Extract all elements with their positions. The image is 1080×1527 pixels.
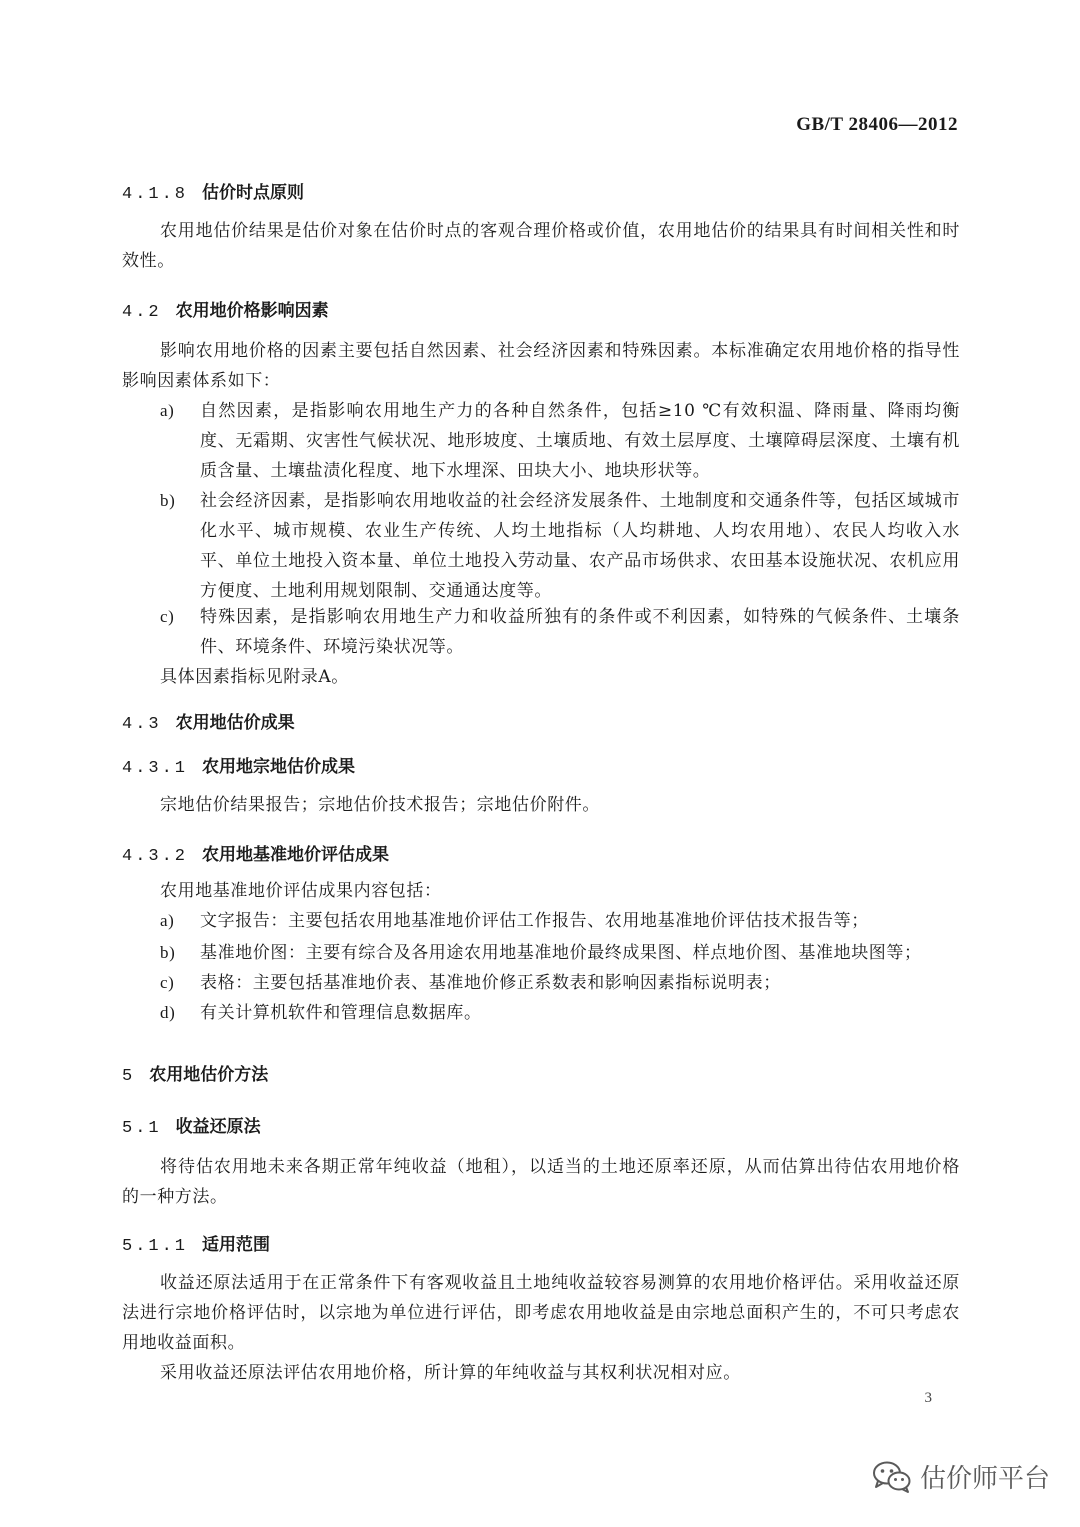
section-number: 4.2 — [122, 303, 162, 322]
section-heading-5-1 — [122, 1112, 261, 1138]
paragraph: 农用地估价结果是估价对象在估价时点的客观合理价格或价值，农用地估价的结果具有时间相关性和时效性。 — [122, 221, 960, 271]
section-title: 收益还原法 — [175, 1117, 261, 1137]
section-number: 4.3 — [122, 715, 162, 734]
section-title: 农用地宗地估价成果 — [202, 757, 356, 777]
paragraph: 采用收益还原法评估农用地价格，所计算的年纯收益与其权利状况相对应。 — [160, 1363, 741, 1383]
list-marker: c) — [160, 973, 175, 992]
list-text: 有关计算机软件和管理信息数据库。 — [200, 1003, 482, 1023]
section-title: 适用范围 — [202, 1235, 271, 1255]
list-item — [160, 602, 960, 662]
list-item — [160, 486, 960, 606]
section-title: 农用地估价成果 — [175, 713, 295, 733]
list-text: 表格：主要包括基准地价表、基准地价修正系数表和影响因素指标说明表； — [200, 973, 781, 993]
section-heading-4-2 — [122, 296, 329, 322]
section-heading-4-3 — [122, 708, 295, 734]
section-number: 5.1 — [122, 1119, 162, 1138]
watermark-text: 估价师平台 — [919, 1464, 1050, 1494]
section-heading-5 — [122, 1060, 268, 1086]
section-title: 农用地价格影响因素 — [175, 301, 329, 321]
paragraph: 收益还原法适用于在正常条件下有客观收益且土地纯收益较容易测算的农用地价格评估。采用收益还原法进行宗地价格评估时，以宗地为单位进行评估，即考虑农用地收益是由宗地总面积产生的，不可只考虑农用地收益面积。 — [122, 1273, 960, 1353]
list-marker: b) — [160, 943, 176, 962]
section-title: 估价时点原则 — [202, 183, 305, 203]
section-heading-4-3-2 — [122, 840, 389, 866]
paragraph: 将待估农用地未来各期正常年纯收益（地租），以适当的土地还原率还原，从而估算出待估农用地价格的一种方法。 — [122, 1157, 960, 1207]
list-item — [160, 906, 960, 936]
section-heading-4-1-8 — [122, 178, 304, 204]
section-title: 农用地估价方法 — [149, 1065, 269, 1085]
list-text: 基准地价图：主要有综合及各用途农用地基准地价最终成果图、样点地价图、基准地块图等； — [200, 943, 922, 963]
page-number: 3 — [924, 1390, 932, 1406]
list-text: 自然因素，是指影响农用地生产力的各种自然条件，包括≥10 ℃有效积温、降雨量、降雨均衡度、无霜期、灾害性气候状况、地形坡度、土壤质地、有效土层厚度、土壤障碍层深度、土壤有机质含量、土壤盐渍化程度、地下水埋深、田块大小、地块形状等。 — [200, 401, 960, 481]
paragraph: 影响农用地价格的因素主要包括自然因素、社会经济因素和特殊因素。本标准确定农用地价格的指导性影响因素体系如下： — [122, 341, 960, 391]
list-marker: c) — [160, 607, 175, 626]
list-marker: a) — [160, 401, 175, 420]
list-item — [160, 968, 960, 998]
section-number: 5 — [122, 1067, 136, 1086]
watermark — [872, 1458, 1050, 1495]
paragraph: 具体因素指标见附录A。 — [160, 667, 349, 687]
wechat-icon — [872, 1460, 912, 1494]
list-text: 文字报告：主要包括农用地基准地价评估工作报告、农用地基准地价评估技术报告等； — [200, 911, 869, 931]
list-item — [160, 998, 960, 1028]
list-marker: a) — [160, 911, 175, 930]
list-text: 社会经济因素，是指影响农用地收益的社会经济发展条件、土地制度和交通条件等，包括区域城市化水平、城市规模、农业生产传统、人均土地指标（人均耕地、人均农用地）、农民人均收入水平、单位土地投入资本量、单位土地投入劳动量、农产品市场供求、农田基本设施状况、农机应用方便度、土地利用规划限制、交通通达度等。 — [200, 491, 960, 601]
list-text: 特殊因素，是指影响农用地生产力和收益所独有的条件或不利因素，如特殊的气候条件、土壤条件、环境条件、环境污染状况等。 — [200, 607, 960, 657]
paragraph: 宗地估价结果报告；宗地估价技术报告；宗地估价附件。 — [160, 795, 600, 815]
section-number: 5.1.1 — [122, 1237, 189, 1256]
paragraph: 农用地基准地价评估成果内容包括： — [160, 881, 442, 901]
section-heading-4-3-1 — [122, 752, 355, 778]
section-number: 4.3.1 — [122, 759, 189, 778]
list-item — [160, 396, 960, 486]
section-title: 农用地基准地价评估成果 — [202, 845, 390, 865]
standard-code: GB/T 28406—2012 — [796, 114, 958, 135]
section-heading-5-1-1 — [122, 1230, 270, 1256]
section-number: 4.1.8 — [122, 185, 189, 204]
list-marker: b) — [160, 491, 176, 510]
list-item — [160, 938, 960, 968]
section-number: 4.3.2 — [122, 847, 189, 866]
list-marker: d) — [160, 1003, 176, 1022]
